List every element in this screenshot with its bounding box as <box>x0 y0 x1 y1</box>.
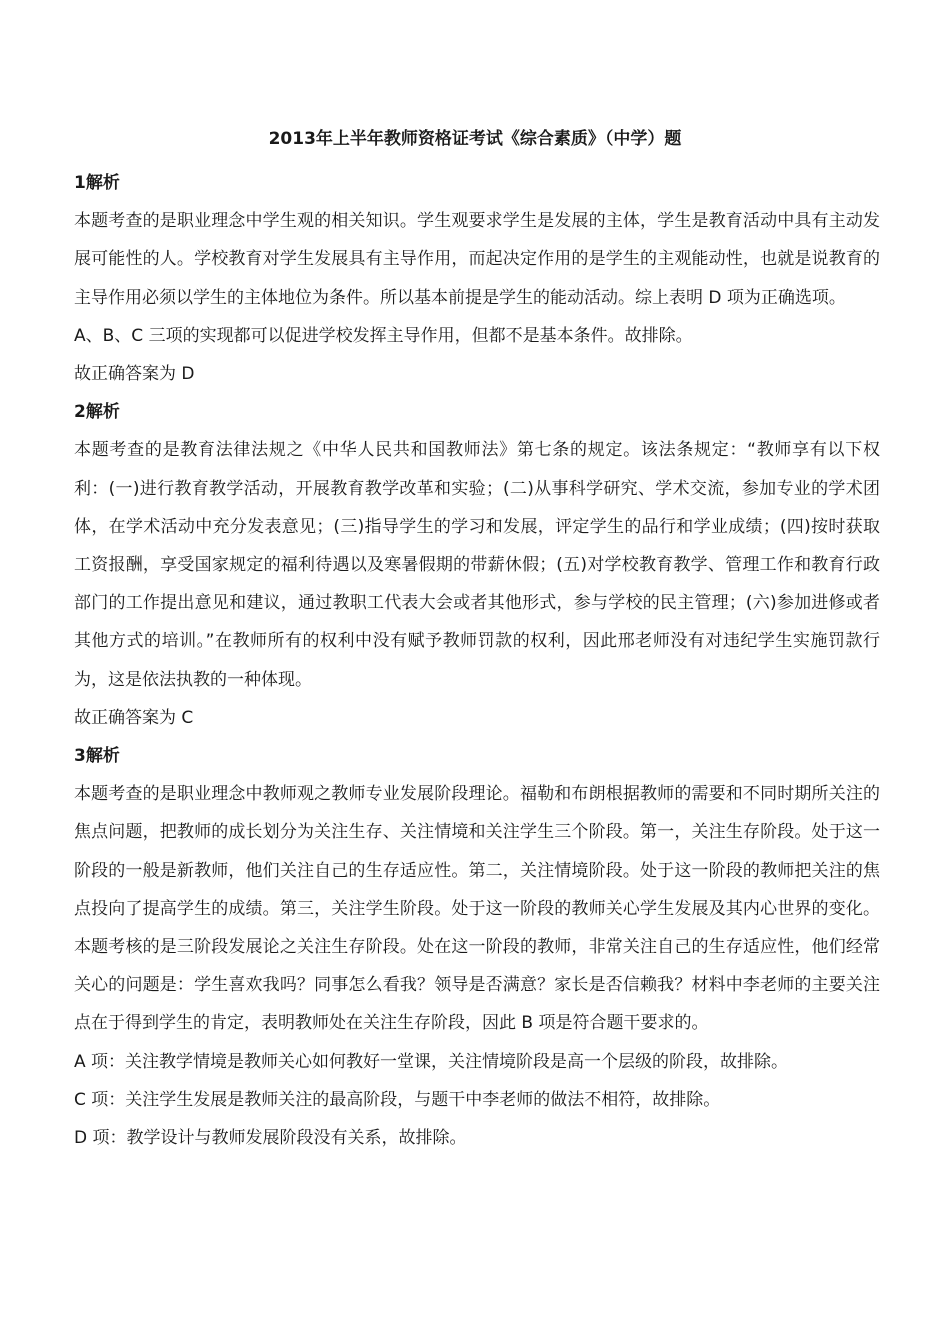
option-note: A 项：关注教学情境是教师关心如何教好一堂课，关注情境阶段是高一个层级的阶段，故排除。 <box>74 1051 789 1072</box>
section-1 <box>74 164 880 393</box>
document-body <box>74 164 880 1157</box>
option-note: D 项：教学设计与教师发展阶段没有关系，故排除。 <box>74 1128 467 1149</box>
option-note: C 项：关注学生发展是教师关注的最高阶段，与题干中李老师的做法不相符，故排除。 <box>74 1089 721 1110</box>
section-heading: 3解析 <box>74 746 120 767</box>
document-title: 2013年上半年教师资格证考试《综合素质》（中学）题 <box>268 129 682 149</box>
section-heading: 2解析 <box>74 402 120 423</box>
section-heading: 1解析 <box>74 173 120 193</box>
section-3 <box>74 737 880 1157</box>
answer-line: 故正确答案为 C <box>74 707 194 728</box>
section-2 <box>74 393 880 737</box>
paragraph: A、B、C 三项的实现都可以促进学校发挥主导作用，但都不是基本条件。故排除。 <box>74 325 693 346</box>
paragraph: 本题考查的是职业理念中教师观之教师专业发展阶段理论。福勒和布朗根据教师的需要和不同时期所关注的焦点问题，把教师的成长划分为关注生存、关注情境和关注学生三个阶段。第一，关注生存阶段。处于这一阶段的一般是新教师，他们关注自己的生存适应性。第二，关注情境阶段。处于这一阶段的教师把关注的焦点投向了提高学生的成绩。第三，关注学生阶段。处于这一阶段的教师关心学生发展及其内心世界的变化。本题考核的是三阶段发展论之关注生存阶段。处在这一阶段的教师，非常关注自己的生存适应性，他们经常关心的问题是：学生喜欢我吗？同事怎么看我？领导是否满意？家长是否信赖我？材料中李老师的主要关注点在于得到学生的肯定，表明教师处在关注生存阶段，因此 B 项是符合题干要求的。 <box>74 784 880 1034</box>
paragraph: 本题考查的是教育法律法规之《中华人民共和国教师法》第七条的规定。该法条规定：“教师享有以下权利：(一)进行教育教学活动，开展教育教学改革和实验；(二)从事科学研究、学术交流，参加专业的学术团体，在学术活动中充分发表意见；(三)指导学生的学习和发展，评定学生的品行和学业成绩；(四)按时获取工资报酬，享受国家规定的福利待遇以及寒暑假期的带薪休假；(五)对学校教育教学、管理工作和教育行政部门的工作提出意见和建议，通过教职工代表大会或者其他形式，参与学校的民主管理；(六)参加进修或者其他方式的培训。”在教师所有的权利中没有赋予教师罚款的权利，因此邢老师没有对违纪学生实施罚款行为，这是依法执教的一种体现。 <box>74 440 880 690</box>
paragraph: 本题考查的是职业理念中学生观的相关知识。学生观要求学生是发展的主体，学生是教育活动中具有主动发展可能性的人。学校教育对学生发展具有主导作用，而起决定作用的是学生的主观能动性，也就是说教育的主导作用必须以学生的主体地位为条件。所以基本前提是学生的能动活动。综上表明 D 项为正确选项。 <box>74 211 880 308</box>
answer-line: 故正确答案为 D <box>74 364 195 384</box>
